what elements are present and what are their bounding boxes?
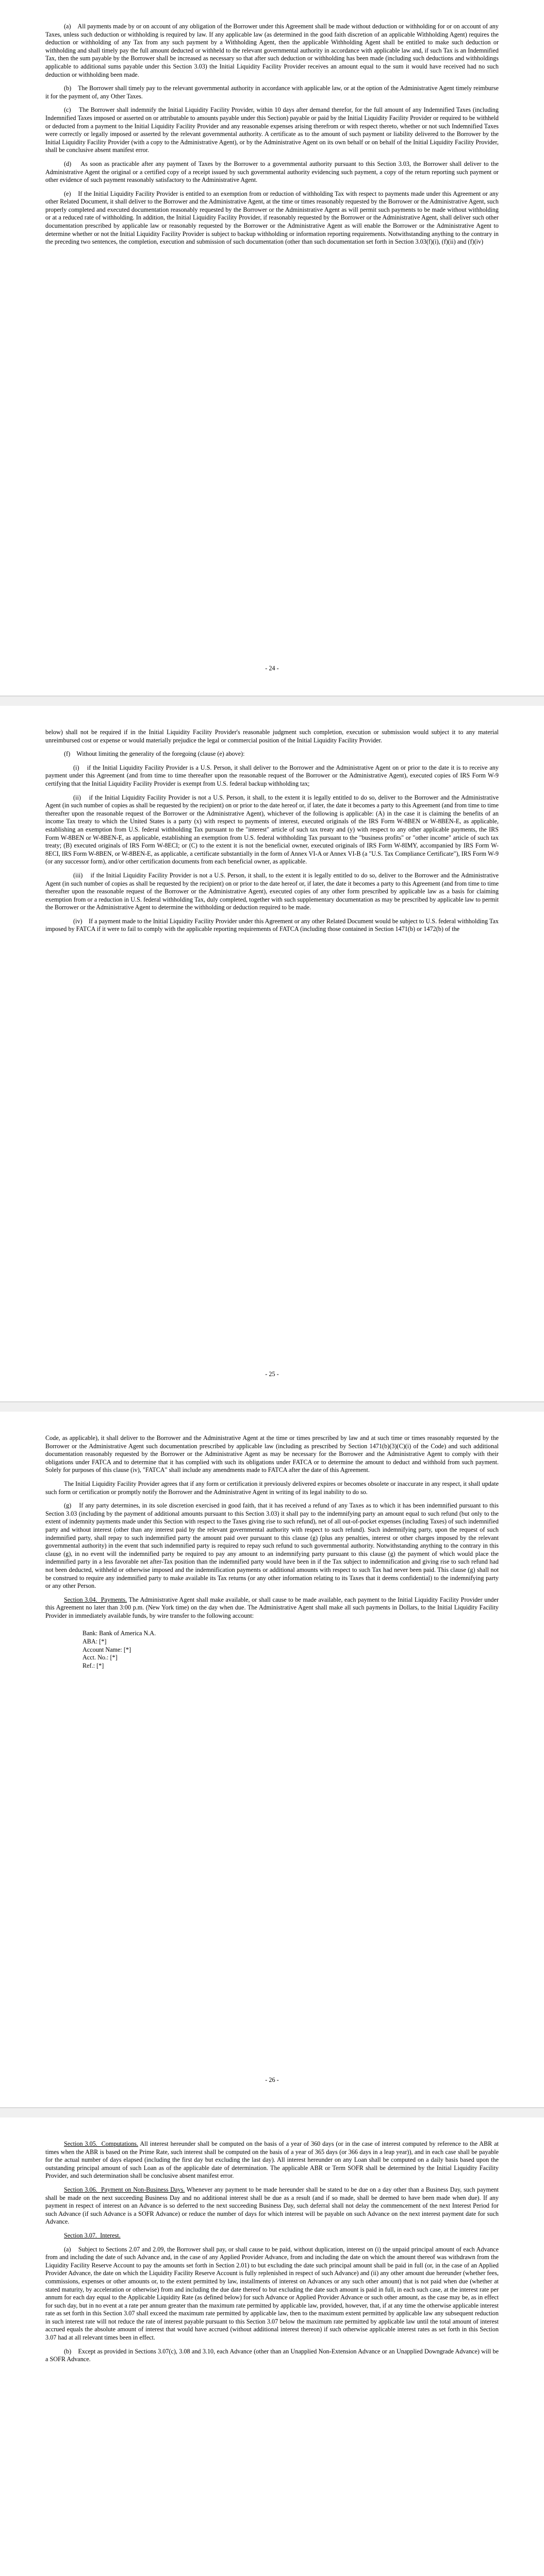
- section-3-04-body: The Administrative Agent shall make available, or shall cause to be made available, each payment to the Initial Liquidity Facility Provider under this Agreement no later than 3:00 p.m. (New York time) on the day when due. The Administrative Agent shall make all such payments in Dollars, to the Initial Liquidity Facility Provider in immediately available funds, by wire transfer to the following account:: [45, 1596, 499, 1619]
- account-name-line: Account Name: [*]: [83, 1646, 131, 1653]
- section-3-03-a: (a) All payments made by or on account of any obligation of the Borrower under this Agreement shall be made without deduction or withholding for or on account of any Taxes, unless such deduction or withholding is required by law. If any applicable law (as determined in the good faith discretion of an applicable Withholding Agent) requires the deduction or withholding of any Tax from any such payment by a Withholding Agent, then the applicable Withholding Agent shall be entitled to make such deduction or withholding and shall timely pay the full amount deducted or withheld to the relevant governmental authority in accordance with applicable law and, if such Tax is an Indemnified Tax, then the sum payable by the Borrower shall be increased as necessary so that after such deduction or withholding has been made (including such deductions and withholdings applicable to additional sums payable under this Section 3.03) the Initial Liquidity Facility Provider receives an amount equal to the sum it would have received had no such deduction or withholding been made.: [45, 23, 499, 78]
- section-3-05: [45, 2140, 499, 2180]
- section-3-03-d: (d) As soon as practicable after any payment of Taxes by the Borrower to a governmental authority pursuant to this Section 3.03, the Borrower shall deliver to the Administrative Agent the original or a certified copy of a receipt issued by such governmental authority evidencing such payment, a copy of the return reporting such payment or other evidence of such payment reasonably satisfactory to the Administrative Agent.: [45, 160, 499, 184]
- section-3-03-c: (c) The Borrower shall indemnify the Initial Liquidity Facility Provider, within 10 days after demand therefor, for the full amount of any Indemnified Taxes (including Indemnified Taxes imposed or asserted on or attributable to amounts payable under this Section) payable or paid by the Initial Liquidity Facility Provider or required to be withheld or deducted from a payment to the Initial Liquidity Facility Provider and any reasonable expenses arising therefrom or with respect thereto, whether or not such Indemnified Taxes were correctly or legally imposed or asserted by the relevant governmental authority. A certificate as to the amount of such payment or liability delivered to the Borrower by the Initial Liquidity Facility Provider (with a copy to the Administrative Agent), or by the Administrative Agent on its own behalf or on behalf of the Initial Liquidity Facility Provider, shall be conclusive absent manifest error.: [45, 106, 499, 154]
- page-separator: [0, 1401, 544, 1402]
- continuation-paragraph: Code, as applicable), it shall deliver to the Borrower and the Administrative Agent at the time or times prescribed by law and at such time or times reasonably requested by the Borrower or the Administrative Agent such documentation prescribed by applicable law (including as prescribed by Section 1471(b)(3)(C)(i) of the Code) and such additional documentation reasonably requested by the Borrower or the Administrative Agent as may be necessary for the Borrower and the Administrative Agent to comply with their obligations under FATCA and to determine that it has complied with such its obligations under FATCA or to determine the amount to deduct and withhold from such payment. Solely for purposes of this clause (iv), "FATCA" shall include any amendments made to FATCA after the date of this Agreement.: [45, 1434, 499, 1474]
- page-separator: [0, 2107, 544, 2108]
- section-3-05-body: All interest hereunder shall be computed on the basis of a year of 360 days (or in the case of interest computed by reference to the ABR at times when the ABR is based on the Prime Rate, such interest shall be computed on the basis of a year of 365 days (or 366 days in a leap year)), and in each case shall be payable for the actual number of days elapsed (including the first day but excluding the last day). All interest hereunder on any Loan shall be computed on a daily basis based upon the outstanding principal amount of such Loan as of the applicable date of determination. The applicable ABR or Term SOFR shall be determined by the Initial Liquidity Facility Provider, and such determination shall be conclusive absent manifest error.: [45, 2140, 499, 2180]
- section-3-04: [45, 1596, 499, 1620]
- page-26: [0, 1412, 544, 2107]
- section-3-06: [45, 2186, 499, 2226]
- section-3-03-f-ii: (ii) if the Initial Liquidity Facility Provider is not a U.S. Person, it shall, to the extent it is legally entitled to do so, deliver to the Borrower and the Administrative Agent (in such number of copies as shall be requested by the recipient) on or prior to the date hereof or, if later, the date it becomes a party to this Agreement (and from time to time thereafter upon the reasonable request of the Borrower or the Administrative Agent), whichever of the following is applicable: (A) in the case it is claiming the benefits of an income Tax treaty to which the United States is a party (x) with respect to payments of interest, executed originals of the IRS Form W-8BEN or W-8BEN-E, as applicable, establishing an exemption from U.S. federal withholding Tax pursuant to the "interest" article of such tax treaty and (y) with respect to any other applicable payments, the IRS Form W-8BEN or W-8BEN-E, as applicable, establishing an exemption from U.S. federal withholding Tax pursuant to the "business profits" or "other income" article of such tax treaty; (B) executed originals of IRS Form W-8ECI; or (C) to the extent it is not the beneficial owner, executed originals of IRS Form W-8IMY, accompanied by IRS Form W-8ECI, IRS Form W-8BEN, or W-8BEN-E, as applicable, a certificate substantially in the form of Annex VI-A or Annex VI-B (a "U.S. Tax Compliance Certificate"), IRS Form W-9 (or any successor form), and/or other certification documents from each beneficial owner, as applicable.: [45, 793, 499, 866]
- section-3-03-f-iv: (iv) If a payment made to the Initial Liquidity Facility Provider under this Agreement or any other Related Document would be subject to U.S. federal withholding Tax imposed by FATCA if it were to fail to comply with the applicable reporting requirements of FATCA (including those contained in Section 1471(b) or 1472(b) of the: [45, 917, 499, 933]
- page-number: - 25 -: [265, 1370, 279, 1378]
- account-number-line: Acct. No.: [*]: [83, 1654, 118, 1662]
- page-25: [0, 706, 544, 1401]
- page-24: [0, 0, 544, 696]
- section-3-06-body: Whenever any payment to be made hereunder shall be stated to be due on a day other than a Business Day, such payment shall be made on the next succeeding Business Day and no additional interest shall be due as a result (and if so made, shall be deemed to have been made when due). If any payment in respect of interest on an Advance is so deferred to the next succeeding Business Day, such deferral shall not delay the commencement of the next Interest Period for such Advance (if such Advance is a SOFR Advance) or reduce the number of days for which interest will be payable on such Advance on the next interest payment date for such Advance.: [45, 2185, 499, 2226]
- page-number: - 26 -: [265, 2076, 279, 2083]
- section-3-03-g: (g) If any party determines, in its sole discretion exercised in good faith, that it has received a refund of any Taxes as to which it has been indemnified pursuant to this Section 3.03 (including by the payment of additional amounts pursuant to this Section 3.03) it shall pay to the indemnifying party an amount equal to such refund (but only to the extent of indemnity payments made under this Section with respect to the Taxes giving rise to such refund), net of all out-of-pocket expenses (including Taxes) of such indemnified party and without interest (other than any interest paid by the relevant governmental authority with respect to such refund). Such indemnifying party, upon the request of such indemnified party, shall repay to such indemnified party the amount paid over pursuant to this clause (g) (plus any penalties, interest or other charges imposed by the relevant governmental authority) in the event that such indemnified party is required to repay such refund to such governmental authority. Notwithstanding anything to the contrary in this clause (g), in no event will the indemnified party be required to pay any amount to an indemnifying party pursuant to this clause (g) the payment of which would place the indemnified party in a less favorable net after-Tax position than the indemnified party would have been in if the Tax subject to indemnification and giving rise to such refund had not been deducted, withheld or otherwise imposed and the indemnification payments or additional amounts with respect to such Tax had never been paid. This clause (g) shall not be construed to require any indemnified party to make available its Tax returns (or any other information relating to its Taxes that it deems confidential) to the indemnifying party or any other Person.: [45, 1502, 499, 1590]
- page-number: - 24 -: [265, 665, 279, 672]
- aba-line: ABA: [*]: [83, 1638, 107, 1646]
- section-3-07-b: (b) Except as provided in Sections 3.07(c), 3.08 and 3.10, each Advance (other than an Unapplied Non-Extension Advance or an Unapplied Downgrade Advance) will be a SOFR Advance.: [45, 2347, 499, 2363]
- bank-line: Bank: Bank of America N.A.: [83, 1630, 156, 1637]
- reference-line: Ref.: [*]: [83, 1662, 104, 1669]
- section-3-04-heading: Section 3.04. Payments.: [64, 1596, 127, 1603]
- form-update-paragraph: The Initial Liquidity Facility Provider agrees that if any form or certification it previously delivered expires or becomes obsolete or inaccurate in any respect, it shall update such form or certification or promptly notify the Borrower and the Administrative Agent in writing of its legal inability to do so.: [45, 1480, 499, 1496]
- section-3-03-f: (f) Without limiting the generality of the foregoing (clause (e) above):: [64, 750, 245, 758]
- section-3-03-b: (b) The Borrower shall timely pay to the relevant governmental authority in accordance with applicable law, or at the option of the Administrative Agent timely reimburse it for the payment of, any Other Taxes.: [45, 84, 499, 100]
- section-3-06-heading: Section 3.06. Payment on Non-Business Days.: [64, 2185, 185, 2193]
- section-3-03-e: (e) If the Initial Liquidity Facility Provider is entitled to an exemption from or reduction of withholding Tax with respect to payments made under this Agreement or any other Related Document, it shall deliver to the Borrower and the Administrative Agent, at the time or times reasonably requested by the Borrower or the Administrative Agent, such properly completed and executed documentation reasonably requested by the Borrower or the Administrative Agent as will permit such payments to be made without withholding or at a reduced rate of withholding. In addition, the Initial Liquidity Facility Provider, if reasonably requested by the Borrower or the Administrative Agent, shall deliver such other documentation prescribed by applicable law or reasonably requested by the Borrower or the Administrative Agent as will enable the Borrower or the Administrative Agent to determine whether or not the Initial Liquidity Facility Provider is subject to backup withholding or information reporting requirements. Notwithstanding anything to the contrary in the preceding two sentences, the completion, execution and submission of such documentation (other than such documentation set forth in Section 3.03(f)(i), (f)(ii) and (f)(iv): [45, 190, 499, 246]
- section-3-07-heading: Section 3.07. Interest.: [64, 2231, 121, 2239]
- page-separator: [0, 696, 544, 697]
- continuation-paragraph: below) shall not be required if in the Initial Liquidity Facility Provider's reasonable judgment such completion, execution or submission would subject it to any material unreimbursed cost or expense or would materially prejudice the legal or commercial position of the Initial Liquidity Facility Provider.: [45, 728, 499, 744]
- section-3-05-heading: Section 3.05. Computations.: [64, 2140, 139, 2147]
- section-3-07-a: (a) Subject to Sections 2.07 and 2.09, the Borrower shall pay, or shall cause to be paid, without duplication, interest on (i) the unpaid principal amount of each Advance from and including the date of such Advance and, in the case of any Applied Provider Advance, from and including the date on which the amount thereof was withdrawn from the Liquidity Facility Reserve Account to pay the amounts set forth in Section 2.01) to but excluding the date such principal amount shall be paid in full (or, in the case of an Applied Provider Advance, the date on which the Liquidity Facility Reserve Account is fully replenished in respect of such Advance) and (ii) any other amount due hereunder (whether fees, commissions, expenses or other amounts or, to the extent permitted by law, installments of interest on Advances or any such other amount) that is not paid when due (whether at stated maturity, by acceleration or otherwise) from and including the due date thereof to but excluding the date such amount is paid in full, in each such case, at the interest rate per annum for each day equal to the Applicable Liquidity Rate (as defined below) for such Advance or Applied Provider Advance or such other amount, as the case may be, as in effect for such day, but in no event at a rate per annum greater than the maximum rate permitted by applicable law, provided, however, that, if at any time the otherwise applicable interest rate as set forth in this Section 3.07 shall exceed the maximum rate permitted by applicable law, then to the maximum extent permitted by applicable law any subsequent reduction in such interest rate will not reduce the rate of interest payable pursuant to this Section 3.07 below the maximum rate permitted by applicable law until the total amount of interest accrued equals the absolute amount of interest that would have accrued (without additional interest thereon) if such otherwise applicable interest rates as set forth in this Section 3.07 had at all relevant times been in effect.: [45, 2245, 499, 2342]
- section-3-03-f-i: (i) if the Initial Liquidity Facility Provider is a U.S. Person, it shall deliver to the Borrower and the Administrative Agent on or prior to the date it is to receive any payment under this Agreement (and from time to time thereafter upon the reasonable request of the Borrower or the Administrative Agent), executed copies of IRS Form W-9 certifying that the Initial Liquidity Facility Provider is exempt from U.S. federal backup withholding tax;: [45, 764, 499, 787]
- section-3-03-f-iii: (iii) if the Initial Liquidity Facility Provider is not a U.S. Person, it shall, to the extent it is legally entitled to do so, deliver to the Borrower and the Administrative Agent (in such number of copies as shall be requested by the recipient) on or prior to the date hereof or, if later, the date it becomes a party to this Agreement (and from time to time thereafter upon the reasonable request of the Borrower or the Administrative Agent), executed copies of any other form prescribed by applicable law as a basis for claiming exemption from or a reduction in U.S. federal withholding Tax, duly completed, together with such supplementary documentation as may be prescribed by applicable law to permit the Borrower or the Administrative Agent to determine the withholding or deduction required to be made.: [45, 871, 499, 911]
- page-27: [0, 2117, 544, 2576]
